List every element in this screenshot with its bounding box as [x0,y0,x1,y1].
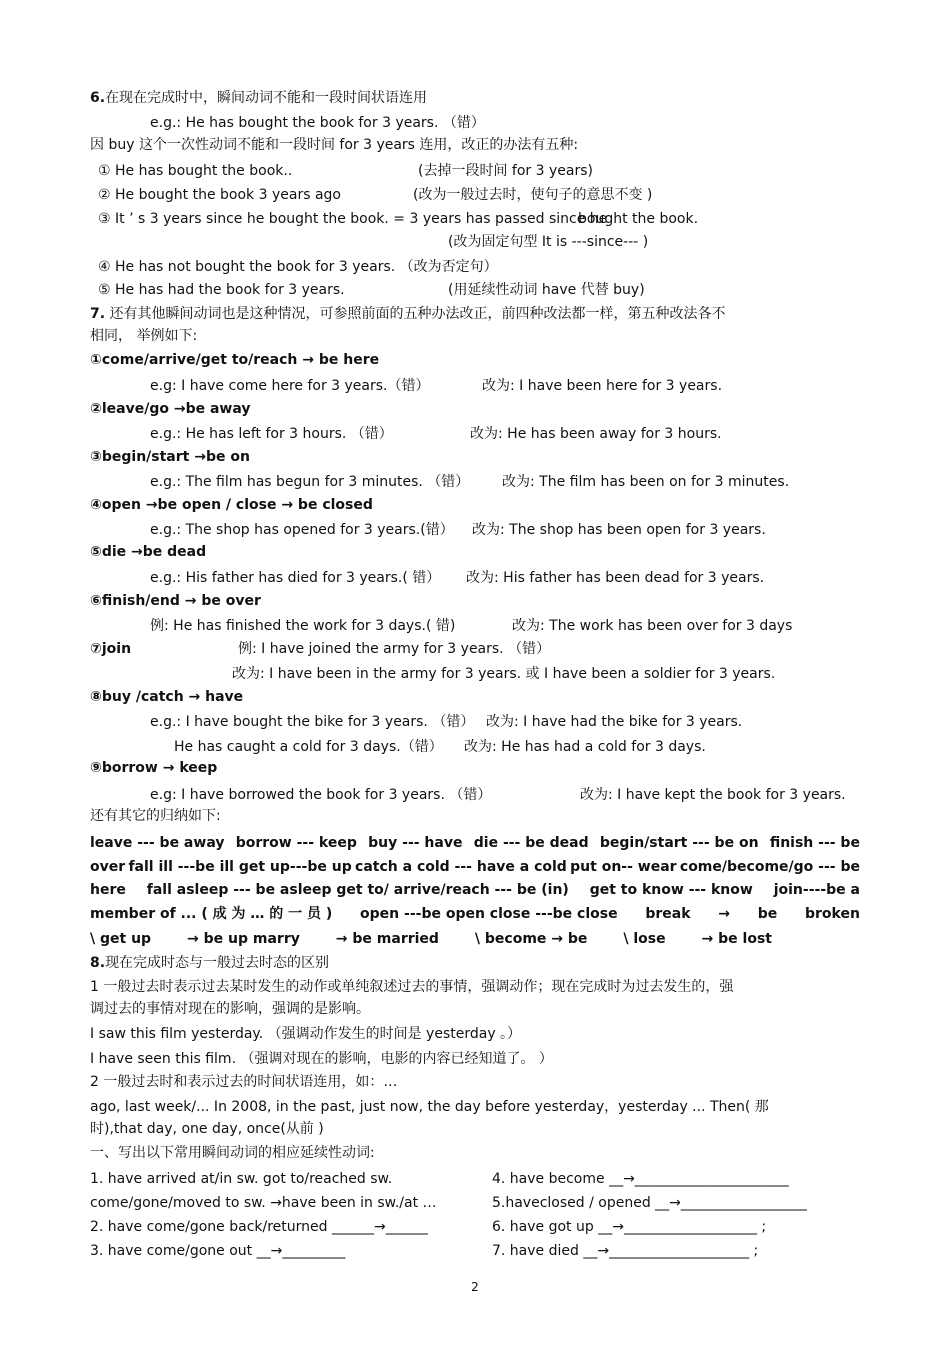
verb-pair-heading: ③begin/start →be on [90,449,250,465]
intro-text: 还有其他瞬间动词也是这种情况，可参照前面的五种办法改正，前四种改法都一样，第五种改法各不 [109,306,726,322]
summary-pair: leave --- be away [90,835,225,851]
summary-pair: be [757,906,778,922]
summary-pair: get to know --- know [589,882,753,898]
summary-pair: \ get up [90,931,152,947]
wrong-example: e.g.: The shop has opened for 3 years.(错） [150,522,454,538]
corrected-example: 改为: I have been in the army for 3 years. 或 I have been a soldier for 3 years. [232,666,776,682]
summary-pair: open ---be open close ---be close [360,906,618,922]
summary-intro: 还有其它的归纳如下: [90,808,221,824]
corrected-example: 改为: The shop has been open for 3 years. [472,522,766,538]
section-6-title [90,89,427,107]
explanation-text: 因 buy 这个一次性动词不能和一段时间 for 3 years 连用，改正的办法有五种: [90,137,579,153]
section-8-title [90,954,329,972]
wrong-example: e.g.: I have bought the bike for 3 years. （错） [150,714,475,730]
exercise-item: 7. have died __→____________________ ; [492,1243,759,1259]
summary-row [90,858,860,876]
corrected-example: 改为: He has had a cold for 3 days. [464,739,706,755]
intro-text-continued: 相同， 举例如下: [90,328,198,344]
summary-pair: \ lose [623,931,666,947]
page-number: 2 [471,1280,479,1294]
wrong-example: e.g.: His father has died for 3 years.( 错） [150,570,441,586]
exercise-item: come/gone/moved to sw. →have been in sw./at … [90,1195,437,1211]
summary-pair: finish --- be [769,835,860,851]
corrected-example: 改为: His father has been dead for 3 years. [466,570,765,586]
verb-pair-heading: ⑨borrow → keep [90,760,218,776]
fix-sentence: ④ He has not bought the book for 3 years. （改为否定句） [98,259,498,275]
summary-pair: member of ... ( 成 为 … 的 一 员 ) [90,906,333,922]
fix-sentence: ② He bought the book 3 years ago [98,187,341,203]
exercise-item: 6. have got up __→___________________ ; [492,1219,767,1235]
exercise-item: 4. have become __→______________________ [492,1171,789,1187]
exercise-item: 2. have come/gone back/returned ______→______ [90,1219,428,1235]
section-number: 7. [90,306,106,322]
section-7-intro [90,305,726,323]
verb-pair-heading: ①come/arrive/get to/reach → be here [90,352,380,368]
fix-sentence: ③ It ’ s 3 years since he bought the book. = 3 years has passed since he [98,211,608,227]
wrong-example: e.g: I have come here for 3 years.（错） [150,378,430,394]
example-sentence: I saw this film yesterday. （强调动作发生的时间是 yesterday 。） [90,1026,522,1042]
corrected-example: 改为: I have kept the book for 3 years. [580,787,846,803]
summary-row [90,905,860,923]
verb-pair-heading: ⑤die →be dead [90,544,207,560]
summary-row [90,930,772,948]
summary-pair: begin/start --- be on [599,835,759,851]
summary-pair: here [90,882,126,898]
wrong-example: e.g.: The film has begun for 3 minutes. （错） [150,474,470,490]
summary-pair: \ become → be [474,931,588,947]
section-number: 8. [90,955,106,971]
summary-arrow: → [718,906,730,922]
fix-note: (用延续性动词 have 代替 buy) [448,282,645,298]
summary-row [90,834,860,852]
summary-pair: → be married [335,931,439,947]
exercise-item: 3. have come/gone out __→_________ [90,1243,346,1259]
corrected-example: 改为: The work has been over for 3 days [512,618,793,634]
paragraph: 2 一般过去时和表示过去的时间状语连用，如：… [90,1074,398,1090]
summary-pair: fall ill ---be ill get up---be up [128,859,352,875]
paragraph: 调过去的事情对现在的影响，强调的是影响。 [90,1001,370,1017]
fix-sentence: ⑤ He has had the book for 3 years. [98,282,345,298]
wrong-example: e.g: I have borrowed the book for 3 years. （错） [150,787,492,803]
example-sentence: e.g.: He has bought the book for 3 years. （错） [150,115,485,131]
corrected-example: 改为: I have had the bike for 3 years. [486,714,743,730]
summary-pair: over [90,859,126,875]
section-title-text: 在现在完成时中，瞬间动词不能和一段时间状语连用 [105,90,428,106]
fix-note: bought the book. [578,211,699,227]
example-sentence: I have seen this film. （强调对现在的影响，电影的内容已经知道了。 ） [90,1051,553,1067]
exercise-title: 一、写出以下常用瞬间动词的相应延续性动词: [90,1145,375,1161]
verb-pair-heading: ⑧buy /catch → have [90,689,244,705]
wrong-example: He has caught a cold for 3 days.（错） [174,739,443,755]
verb-pair-heading: ④open →be open / close → be closed [90,497,373,513]
wrong-example: 例: I have joined the army for 3 years. （错） [238,641,551,657]
summary-pair: join----be a [773,882,860,898]
summary-pair: fall asleep --- be asleep get to/ arrive/reach --- be (in) [146,882,569,898]
summary-pair: catch a cold --- have a cold [355,859,567,875]
exercise-item: 1. have arrived at/in sw. got to/reached sw. [90,1171,393,1187]
summary-pair: come/become/go --- be [679,859,860,875]
fix-note: (去掉一段时间 for 3 years) [418,163,593,179]
paragraph: 时),that day, one day, once(从前 ) [90,1121,324,1137]
wrong-example: e.g.: He has left for 3 hours. （错） [150,426,393,442]
summary-row [90,881,860,899]
fix-sentence: ① He has bought the book.. [98,163,293,179]
paragraph: 1 一般过去时表示过去某时发生的动作或单纯叙述过去的事情，强调动作；现在完成时为过去发生的，强 [90,979,734,995]
exercise-item: 5.haveclosed / opened __→__________________ [492,1195,807,1211]
corrected-example: 改为: The film has been on for 3 minutes. [502,474,790,490]
fix-note: (改为固定句型 It is ---since--- ) [448,234,649,250]
summary-pair: borrow --- keep [235,835,357,851]
fix-note: (改为一般过去时，使句子的意思不变 ) [413,187,653,203]
corrected-example: 改为: He has been away for 3 hours. [470,426,722,442]
corrected-example: 改为: I have been here for 3 years. [482,378,723,394]
verb-pair-heading: ⑥finish/end → be over [90,593,261,609]
paragraph: ago, last week/... In 2008, in the past, just now, the day before yesterday，yesterday ... Then( 那 [90,1099,769,1115]
summary-pair: → be up marry [187,931,300,947]
summary-pair: buy --- have [368,835,463,851]
summary-pair: → be lost [701,931,772,947]
verb-pair-heading: ⑦join [90,641,132,657]
summary-pair: die --- be dead [473,835,589,851]
wrong-example: 例: He has finished the work for 3 days.( 错) [150,618,456,634]
section-title-text: 现在完成时态与一般过去时态的区别 [105,955,330,971]
summary-pair: broken [804,906,860,922]
verb-pair-heading: ②leave/go →be away [90,401,251,417]
summary-pair: put on-- wear [570,859,677,875]
section-number: 6. [90,90,106,106]
summary-pair: break [645,906,691,922]
